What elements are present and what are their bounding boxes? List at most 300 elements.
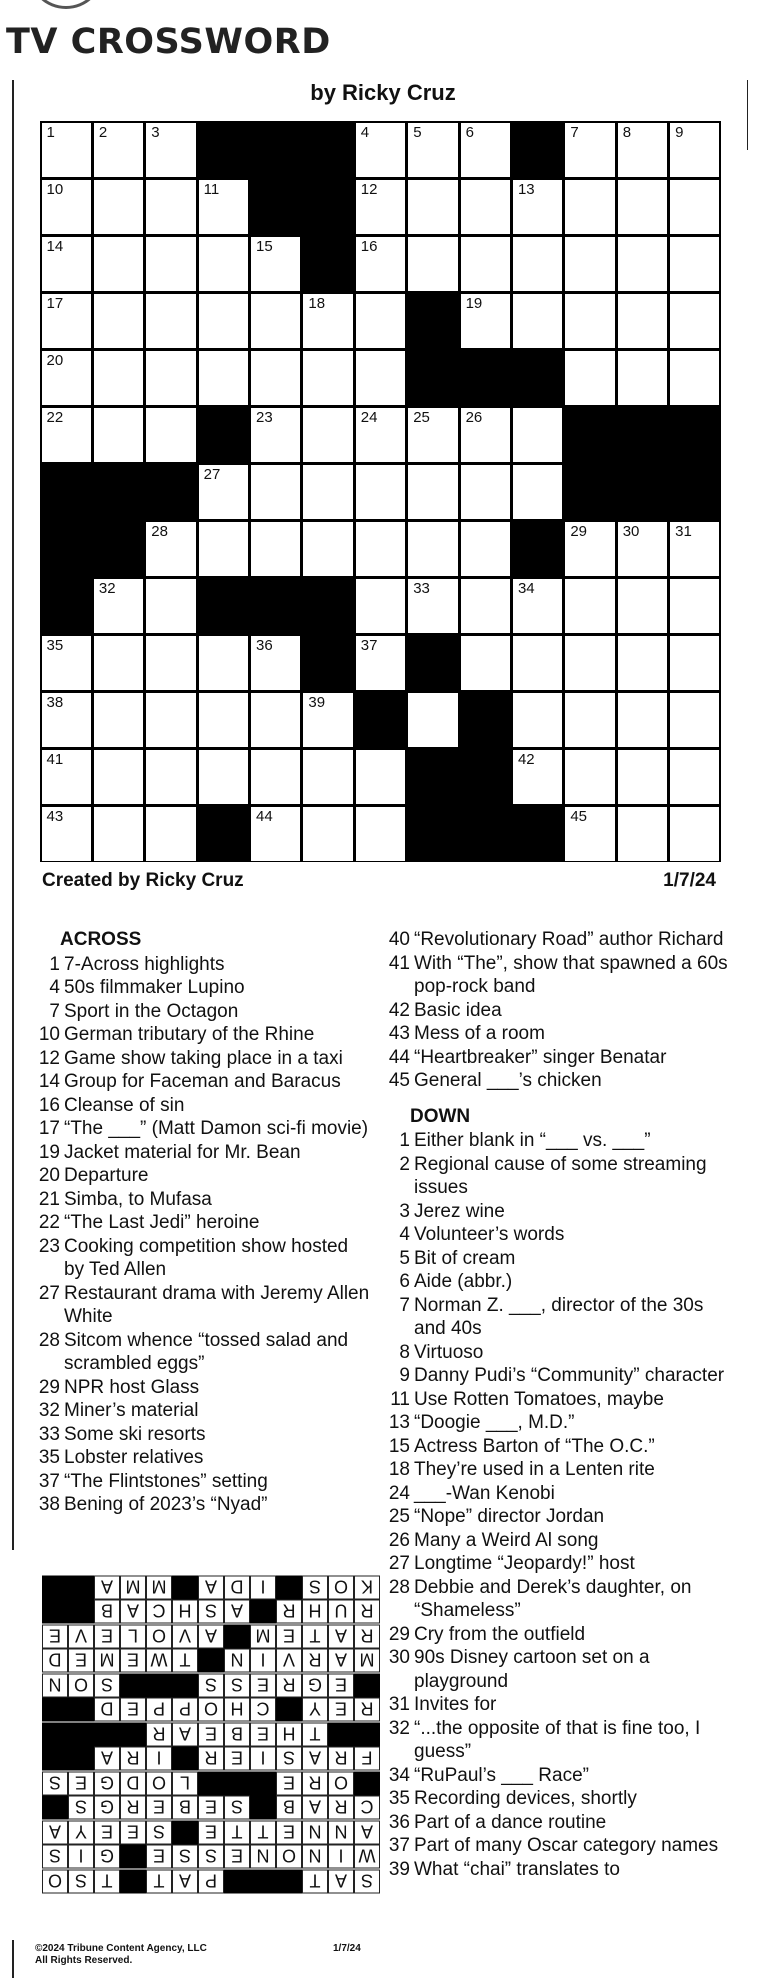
solution-letter: N	[328, 1821, 354, 1845]
solution-letter: L	[172, 1772, 198, 1796]
clue	[380, 1529, 735, 1553]
grid-cell	[461, 180, 510, 234]
grid-cell	[461, 522, 510, 576]
grid-cell	[42, 351, 91, 405]
clue-number: 39	[308, 693, 326, 711]
solution-letter: R	[302, 1772, 328, 1796]
grid-cell	[251, 807, 300, 861]
solution-letter: E	[328, 1674, 354, 1698]
solution-letter: S	[198, 1674, 224, 1698]
clue-num: 6	[399, 1271, 410, 1292]
clue-text: NPR host Glass	[64, 1376, 200, 1398]
grid-cell	[408, 693, 457, 747]
grid-cell	[461, 636, 510, 690]
clue-num: 5	[399, 1247, 410, 1269]
clue-text: Part of a dance routine	[414, 1811, 607, 1833]
clue	[380, 952, 735, 999]
solution-letter: A	[328, 1625, 354, 1649]
clue-text: Recording devices, shortly	[414, 1788, 637, 1809]
grid-cell	[303, 294, 352, 348]
solution-letter: H	[276, 1723, 302, 1747]
solution-letter: A	[172, 1870, 198, 1894]
clue-text: “The Flintstones” setting	[64, 1470, 268, 1492]
grid-cell	[251, 294, 300, 348]
grid-cell	[565, 180, 614, 234]
clue-num: 17	[38, 1118, 60, 1139]
clue-text: Norman Z. ___, director of the 30s and 40s	[414, 1294, 704, 1339]
solution-block	[354, 1772, 380, 1796]
grid-cell	[251, 408, 300, 462]
grid-cell	[146, 237, 195, 291]
clue	[30, 953, 370, 977]
clue	[380, 1069, 735, 1093]
grid-cell	[670, 237, 719, 291]
clue	[380, 999, 735, 1023]
clue-text: Restaurant drama with Jeremy Allen White	[64, 1282, 370, 1327]
clue-text: Group for Faceman and Baracus	[64, 1071, 341, 1092]
clue-num: 36	[388, 1811, 410, 1833]
grid-cell	[408, 579, 457, 633]
footer-date: 1/7/24	[333, 1943, 361, 1954]
clue-text: Use Rotten Tomatoes, maybe	[414, 1388, 664, 1410]
grid-cell	[251, 750, 300, 804]
solution-letter: A	[120, 1600, 146, 1624]
clue-text: Regional cause of some streaming issues	[414, 1153, 707, 1198]
grid-cell	[513, 636, 562, 690]
grid-cell	[670, 636, 719, 690]
clue-num: 31	[388, 1694, 410, 1715]
grid-cell	[94, 123, 143, 177]
solution-letter: A	[94, 1747, 120, 1771]
grid-cell	[251, 351, 300, 405]
grid-cell	[42, 123, 91, 177]
down-heading: DOWN	[410, 1105, 471, 1127]
solution-block	[68, 1600, 94, 1624]
grid-cell	[303, 807, 352, 861]
grid-cell	[670, 522, 719, 576]
solution-letter: S	[354, 1870, 380, 1894]
grid-cell	[513, 408, 562, 462]
clue-num: 32	[388, 1717, 410, 1739]
clue-number: 12	[360, 180, 378, 198]
clue-number: 38	[46, 693, 64, 711]
clue-num: 21	[38, 1188, 60, 1210]
clue-number: 19	[465, 294, 483, 312]
clue-num: 12	[38, 1047, 60, 1069]
solution-letter: R	[328, 1796, 354, 1820]
solution-letter: V	[68, 1625, 94, 1649]
clue-text: Some ski resorts	[64, 1423, 206, 1445]
clue-num: 28	[388, 1576, 410, 1598]
solution-letter: I	[146, 1747, 172, 1771]
solution-letter: R	[120, 1747, 146, 1771]
solution-letter: S	[42, 1772, 68, 1796]
clue-number: 30	[622, 522, 640, 540]
solution-block	[120, 1674, 146, 1698]
grid-cell	[618, 693, 667, 747]
clue-num: 27	[388, 1553, 410, 1574]
clue-num: 10	[38, 1024, 60, 1045]
solution-block	[354, 1723, 380, 1747]
solution-letter: L	[120, 1625, 146, 1649]
solution-letter: E	[68, 1772, 94, 1796]
grid-cell	[565, 750, 614, 804]
clue	[30, 1000, 370, 1024]
solution-block	[120, 1845, 146, 1869]
solution-block	[42, 1796, 68, 1820]
grid-cell	[618, 579, 667, 633]
grid-cell	[42, 807, 91, 861]
clue-num: 24	[388, 1482, 410, 1504]
clue	[30, 1329, 370, 1376]
solution-letter: S	[94, 1674, 120, 1698]
clue-num: 14	[38, 1071, 60, 1092]
solution-letter: E	[224, 1747, 250, 1771]
clue-num: 35	[388, 1788, 410, 1809]
clue-number: 16	[360, 237, 378, 255]
logo-arc	[28, 0, 104, 9]
solution-letter: W	[354, 1845, 380, 1869]
clue-text: Either blank in “___ vs. ___”	[414, 1130, 651, 1151]
clue-number: 43	[46, 807, 64, 825]
left-rule	[12, 80, 14, 1550]
clue	[380, 1223, 735, 1247]
solution-letter: S	[276, 1747, 302, 1771]
solution-block	[120, 1870, 146, 1894]
clue-text: “Revolutionary Road” author Richard	[414, 929, 724, 950]
clue-number: 10	[46, 180, 64, 198]
clue	[380, 1576, 735, 1623]
grid-cell	[408, 408, 457, 462]
grid-cell	[618, 636, 667, 690]
clue	[380, 1858, 735, 1882]
solution-block	[224, 1870, 250, 1894]
grid-cell	[670, 123, 719, 177]
grid-cell	[199, 294, 248, 348]
clue-num: 43	[388, 1023, 410, 1044]
grid-cell	[618, 123, 667, 177]
solution-letter: B	[172, 1796, 198, 1820]
grid-cell	[146, 807, 195, 861]
clue-num: 33	[38, 1423, 60, 1445]
grid-cell	[94, 750, 143, 804]
solution-block	[68, 1723, 94, 1747]
clue	[380, 1717, 735, 1764]
solution-letter: U	[328, 1600, 354, 1624]
clue	[380, 1022, 735, 1046]
grid-cell	[356, 465, 405, 519]
clue-num: 16	[38, 1094, 60, 1116]
solution-letter: O	[276, 1845, 302, 1869]
solution-letter: A	[172, 1723, 198, 1747]
grid-cell	[94, 693, 143, 747]
grid-cell	[565, 351, 614, 405]
solution-letter: A	[198, 1576, 224, 1600]
solution-letter: S	[68, 1796, 94, 1820]
grid-cell	[251, 636, 300, 690]
solution-letter: C	[250, 1698, 276, 1722]
grid-cell	[356, 351, 405, 405]
grid-cell	[565, 237, 614, 291]
clue-text: German tributary of the Rhine	[64, 1024, 315, 1045]
clue-text: Invites for	[414, 1694, 497, 1715]
grid-cell	[618, 750, 667, 804]
clue-num: 28	[38, 1329, 60, 1351]
clue-number: 6	[465, 123, 474, 141]
solution-letter: C	[354, 1796, 380, 1820]
solution-letter: S	[224, 1674, 250, 1698]
clue-text: ___-Wan Kenobi	[414, 1482, 555, 1504]
grid-cell	[356, 123, 405, 177]
solution-block	[120, 1723, 146, 1747]
solution-letter: C	[146, 1600, 172, 1624]
grid-cell	[199, 465, 248, 519]
grid-cell	[94, 807, 143, 861]
solution-letter: R	[354, 1600, 380, 1624]
clue-num: 20	[38, 1165, 60, 1186]
clue	[380, 1811, 735, 1835]
grid-cell	[461, 237, 510, 291]
grid-cell	[356, 294, 405, 348]
solution-letter: Y	[302, 1698, 328, 1722]
clue-text: “Doogie ___, M.D.”	[414, 1412, 575, 1433]
grid-cell	[513, 237, 562, 291]
solution-letter: S	[68, 1870, 94, 1894]
solution-letter: H	[224, 1698, 250, 1722]
solution-block	[42, 1698, 68, 1722]
solution-letter: M	[354, 1649, 380, 1673]
grid-cell	[94, 408, 143, 462]
solution-letter: M	[250, 1625, 276, 1649]
grid-cell	[199, 180, 248, 234]
clue-num: 9	[399, 1365, 410, 1386]
clue-number: 14	[46, 237, 64, 255]
clue	[380, 1693, 735, 1717]
clue-number: 44	[256, 807, 273, 825]
clue-num: 15	[388, 1435, 410, 1457]
clue-text: General ___’s chicken	[414, 1070, 602, 1091]
grid-cell	[513, 180, 562, 234]
clue-num: 42	[388, 999, 410, 1021]
solution-letter: O	[146, 1625, 172, 1649]
solution-letter: D	[42, 1649, 68, 1673]
solution-letter: H	[302, 1600, 328, 1624]
clue	[30, 1282, 370, 1329]
across-list	[30, 953, 370, 1517]
solution-block	[42, 1600, 68, 1624]
solution-block	[328, 1723, 354, 1747]
grid-cell	[303, 465, 352, 519]
clue	[30, 1117, 370, 1141]
clue-number: 45	[570, 807, 588, 825]
grid-cell	[356, 636, 405, 690]
clue-text: 7-Across highlights	[64, 953, 225, 975]
across-list-continued	[380, 928, 735, 1093]
solution-letter: E	[250, 1674, 276, 1698]
clue-number: 11	[203, 180, 220, 198]
solution-letter: O	[42, 1870, 68, 1894]
clue-number: 26	[465, 408, 483, 426]
solution-letter: R	[302, 1649, 328, 1673]
solution-letter: T	[94, 1870, 120, 1894]
grid-cell	[94, 579, 143, 633]
clue-number: 34	[517, 579, 535, 597]
solution-letter: N	[302, 1821, 328, 1845]
clue	[30, 1376, 370, 1400]
solution-block	[42, 1747, 68, 1771]
clue-number: 24	[360, 408, 378, 426]
clue-number: 20	[46, 351, 64, 369]
solution-letter: E	[250, 1723, 276, 1747]
across-heading: ACROSS	[60, 929, 142, 950]
grid-cell	[42, 750, 91, 804]
clue-number: 22	[46, 408, 64, 426]
clue-number: 17	[46, 294, 64, 312]
clue	[380, 1458, 735, 1482]
clue-num: 39	[388, 1858, 410, 1880]
solution-letter: R	[198, 1747, 224, 1771]
clue-text: Miner’s material	[64, 1400, 199, 1421]
solution-letter: A	[42, 1821, 68, 1845]
clue	[30, 1470, 370, 1494]
clue	[380, 1764, 735, 1788]
grid-cell	[146, 579, 195, 633]
clue-num: 19	[38, 1141, 60, 1163]
clue	[380, 1435, 735, 1459]
solution-letter: T	[302, 1870, 328, 1894]
solution-block	[224, 1625, 250, 1649]
clue-num: 29	[388, 1623, 410, 1645]
clue-text: Cleanse of sin	[64, 1094, 185, 1116]
grid-cell	[303, 351, 352, 405]
clue-number: 37	[360, 636, 378, 654]
solution-letter: R	[146, 1723, 172, 1747]
crossword-grid	[40, 121, 721, 862]
clue-number: 35	[46, 636, 64, 654]
down-clues	[380, 1105, 735, 1882]
clue-text: Jacket material for Mr. Bean	[64, 1141, 301, 1163]
grid-cell	[146, 408, 195, 462]
clue-text: Actress Barton of “The O.C.”	[414, 1435, 655, 1457]
solution-letter: H	[172, 1600, 198, 1624]
solution-letter: I	[328, 1845, 354, 1869]
clue	[30, 1399, 370, 1423]
grid-cell	[303, 408, 352, 462]
grid-cell	[565, 636, 614, 690]
grid-cell	[565, 522, 614, 576]
solution-letter: M	[94, 1649, 120, 1673]
solution-letter: I	[68, 1845, 94, 1869]
clue-text: What “chai” translates to	[414, 1858, 620, 1880]
grid-cell	[356, 408, 405, 462]
grid-cell	[356, 522, 405, 576]
clue-text: Virtuoso	[414, 1341, 484, 1363]
solution-letter: N	[302, 1845, 328, 1869]
grid-cell	[199, 237, 248, 291]
solution-letter: B	[224, 1723, 250, 1747]
clue-text: Departure	[64, 1165, 149, 1186]
solution-letter: R	[276, 1674, 302, 1698]
clue-num: 1	[399, 1130, 410, 1151]
grid-cell	[618, 237, 667, 291]
clue-number: 2	[98, 123, 108, 141]
grid-cell	[408, 123, 457, 177]
clue-number: 29	[570, 522, 588, 540]
clue-text: Basic idea	[414, 999, 502, 1021]
solution-letter: S	[146, 1821, 172, 1845]
grid-cell	[251, 237, 300, 291]
grid-cell	[251, 465, 300, 519]
page-title: TV CROSSWORD	[6, 22, 331, 62]
solution-block	[94, 1723, 120, 1747]
clue-num: 34	[388, 1764, 410, 1786]
grid-cell	[146, 750, 195, 804]
solution-letter: A	[302, 1747, 328, 1771]
copyright-line-2: All Rights Reserved.	[35, 1955, 133, 1966]
solution-block	[68, 1698, 94, 1722]
clue-number: 7	[570, 123, 579, 141]
clue-num: 30	[388, 1647, 410, 1668]
solution-letter: S	[172, 1845, 198, 1869]
solution-letter: I	[250, 1747, 276, 1771]
grid-cell	[670, 807, 719, 861]
solution-letter: V	[172, 1625, 198, 1649]
solution-letter: N	[224, 1649, 250, 1673]
solution-letter: P	[198, 1870, 224, 1894]
grid-cell	[199, 522, 248, 576]
clue-number: 3	[151, 123, 160, 141]
solution-letter: T	[302, 1625, 328, 1649]
clue	[380, 1364, 735, 1388]
solution-letter: T	[224, 1821, 250, 1845]
clue	[380, 1046, 735, 1070]
solution-block	[68, 1576, 94, 1600]
clue	[30, 1164, 370, 1188]
solution-block	[172, 1747, 198, 1771]
grid-cell	[94, 237, 143, 291]
created-by: Created by Ricky Cruz	[42, 870, 244, 891]
solution-letter: E	[198, 1723, 224, 1747]
solution-letter: E	[198, 1796, 224, 1820]
clue-text: Volunteer’s words	[414, 1224, 565, 1245]
grid-cell	[565, 294, 614, 348]
solution-letter: W	[146, 1649, 172, 1673]
solution-letter: R	[276, 1600, 302, 1624]
clue	[380, 1646, 735, 1693]
solution-letter: E	[68, 1649, 94, 1673]
solution-letter: G	[94, 1796, 120, 1820]
grid-cell	[199, 636, 248, 690]
clue-num: 27	[38, 1282, 60, 1304]
clue	[30, 1493, 370, 1517]
clue	[380, 1552, 735, 1576]
solution-letter: B	[94, 1600, 120, 1624]
clue-text: Lobster relatives	[64, 1447, 204, 1468]
grid-cell	[42, 237, 91, 291]
clue	[30, 1094, 370, 1118]
solution-letter: D	[94, 1698, 120, 1722]
clue-number: 36	[256, 636, 273, 654]
solution-letter: G	[94, 1845, 120, 1869]
grid-cell	[670, 579, 719, 633]
grid-cell	[618, 522, 667, 576]
solution-letter: T	[250, 1821, 276, 1845]
clue-text: 50s filmmaker Lupino	[64, 977, 245, 998]
solution-letter: B	[276, 1796, 302, 1820]
clue-num: 41	[388, 952, 410, 974]
clue	[30, 1423, 370, 1447]
clue-num: 40	[388, 929, 410, 950]
